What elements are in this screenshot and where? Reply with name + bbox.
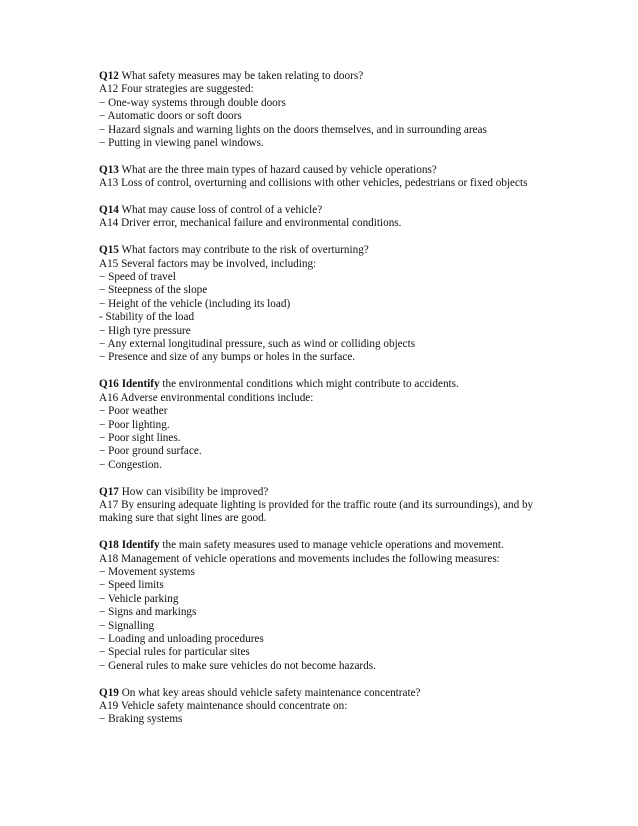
bullet-item: − Poor weather <box>99 405 168 418</box>
bullet-item: - Stability of the load <box>99 311 195 324</box>
question-line <box>99 70 539 83</box>
question-number: Q15 <box>99 244 119 257</box>
question-line <box>99 164 539 177</box>
answer-text: A12 Four strategies are suggested: <box>99 83 254 96</box>
bullet-item: − Signalling <box>99 619 155 632</box>
question-text: What may cause loss of control of a vehicle? <box>118 204 323 217</box>
bullet-item: − Any external longitudinal pressure, such as wind or colliding objects <box>99 338 416 351</box>
answer-text: A15 Several factors may be involved, including: <box>99 257 317 270</box>
bullet-item: − Signs and markings <box>99 606 197 619</box>
answer-text: A19 Vehicle safety maintenance should concentrate on: <box>99 699 348 712</box>
bullet-item: − Speed of travel <box>99 271 176 284</box>
bullet-item: − Braking systems <box>99 713 183 726</box>
question-number: Q16 <box>99 378 119 391</box>
bullet-item: − Poor ground surface. <box>99 445 202 458</box>
bullet-item: − Poor sight lines. <box>99 431 181 444</box>
question-line <box>99 687 539 700</box>
bullet-item: − High tyre pressure <box>99 324 191 337</box>
answer-text: A18 Management of vehicle operations and movements includes the following measures: <box>99 552 500 565</box>
question-line <box>99 539 539 552</box>
question-number: Q12 <box>99 70 119 82</box>
bullet-item: − Special rules for particular sites <box>99 646 250 659</box>
qa-block <box>99 204 539 231</box>
bullet-item: − Speed limits <box>99 579 164 592</box>
answer-text: A13 Loss of control, overturning and collisions with other vehicles, pedestrians or fixed objects <box>99 177 528 190</box>
qa-block <box>99 378 539 472</box>
qa-block <box>99 687 539 727</box>
bullet-item: − Congestion. <box>99 458 162 471</box>
qa-block <box>99 244 539 365</box>
bullet-item: − Hazard signals and warning lights on the doors themselves, and in surrounding areas <box>99 123 487 136</box>
qa-block <box>99 70 539 150</box>
qa-block <box>99 539 539 673</box>
answer-text: A14 Driver error, mechanical failure and environmental conditions. <box>99 217 402 230</box>
answer-text: A17 By ensuring adequate lighting is provided for the traffic route (and its surroundings), and by making sure that sight lines are good. <box>99 498 534 525</box>
question-text: the environmental conditions which might contribute to accidents. <box>159 378 459 391</box>
question-line <box>99 378 539 391</box>
question-text: What are the three main types of hazard caused by vehicle operations? <box>118 163 437 176</box>
question-line <box>99 486 539 499</box>
bullet-item: − One-way systems through double doors <box>99 96 286 109</box>
qa-block <box>99 164 539 191</box>
question-text: On what key areas should vehicle safety maintenance concentrate? <box>118 686 421 699</box>
bullet-item: − Height of the vehicle (including its load) <box>99 297 291 310</box>
question-number: Q19 <box>99 686 119 699</box>
bullet-item: − Steepness of the slope <box>99 284 208 297</box>
qa-list <box>99 70 539 740</box>
question-line <box>99 204 539 217</box>
question-text: What factors may contribute to the risk of overturning? <box>118 244 369 257</box>
question-keyword: Identify <box>118 539 160 552</box>
question-number: Q14 <box>99 204 119 217</box>
question-text: How can visibility be improved? <box>118 485 269 498</box>
question-text: the main safety measures used to manage vehicle operations and movement. <box>159 539 504 552</box>
answer-text: A16 Adverse environmental conditions include: <box>99 391 314 404</box>
bullet-item: − Movement systems <box>99 565 195 578</box>
question-number: Q17 <box>99 485 119 498</box>
bullet-item: − Automatic doors or soft doors <box>99 110 242 123</box>
bullet-item: − Putting in viewing panel windows. <box>99 137 264 150</box>
question-keyword: Identify <box>118 378 160 391</box>
bullet-item: − General rules to make sure vehicles do not become hazards. <box>99 659 376 672</box>
bullet-item: − Presence and size of any bumps or holes in the surface. <box>99 351 356 364</box>
bullet-item: − Loading and unloading procedures <box>99 632 264 645</box>
bullet-item: − Poor lighting. <box>99 418 170 431</box>
qa-block <box>99 486 539 526</box>
question-text: What safety measures may be taken relating to doors? <box>118 70 364 82</box>
question-number: Q18 <box>99 539 119 552</box>
question-number: Q13 <box>99 163 119 176</box>
bullet-item: − Vehicle parking <box>99 592 179 605</box>
question-line <box>99 244 539 257</box>
